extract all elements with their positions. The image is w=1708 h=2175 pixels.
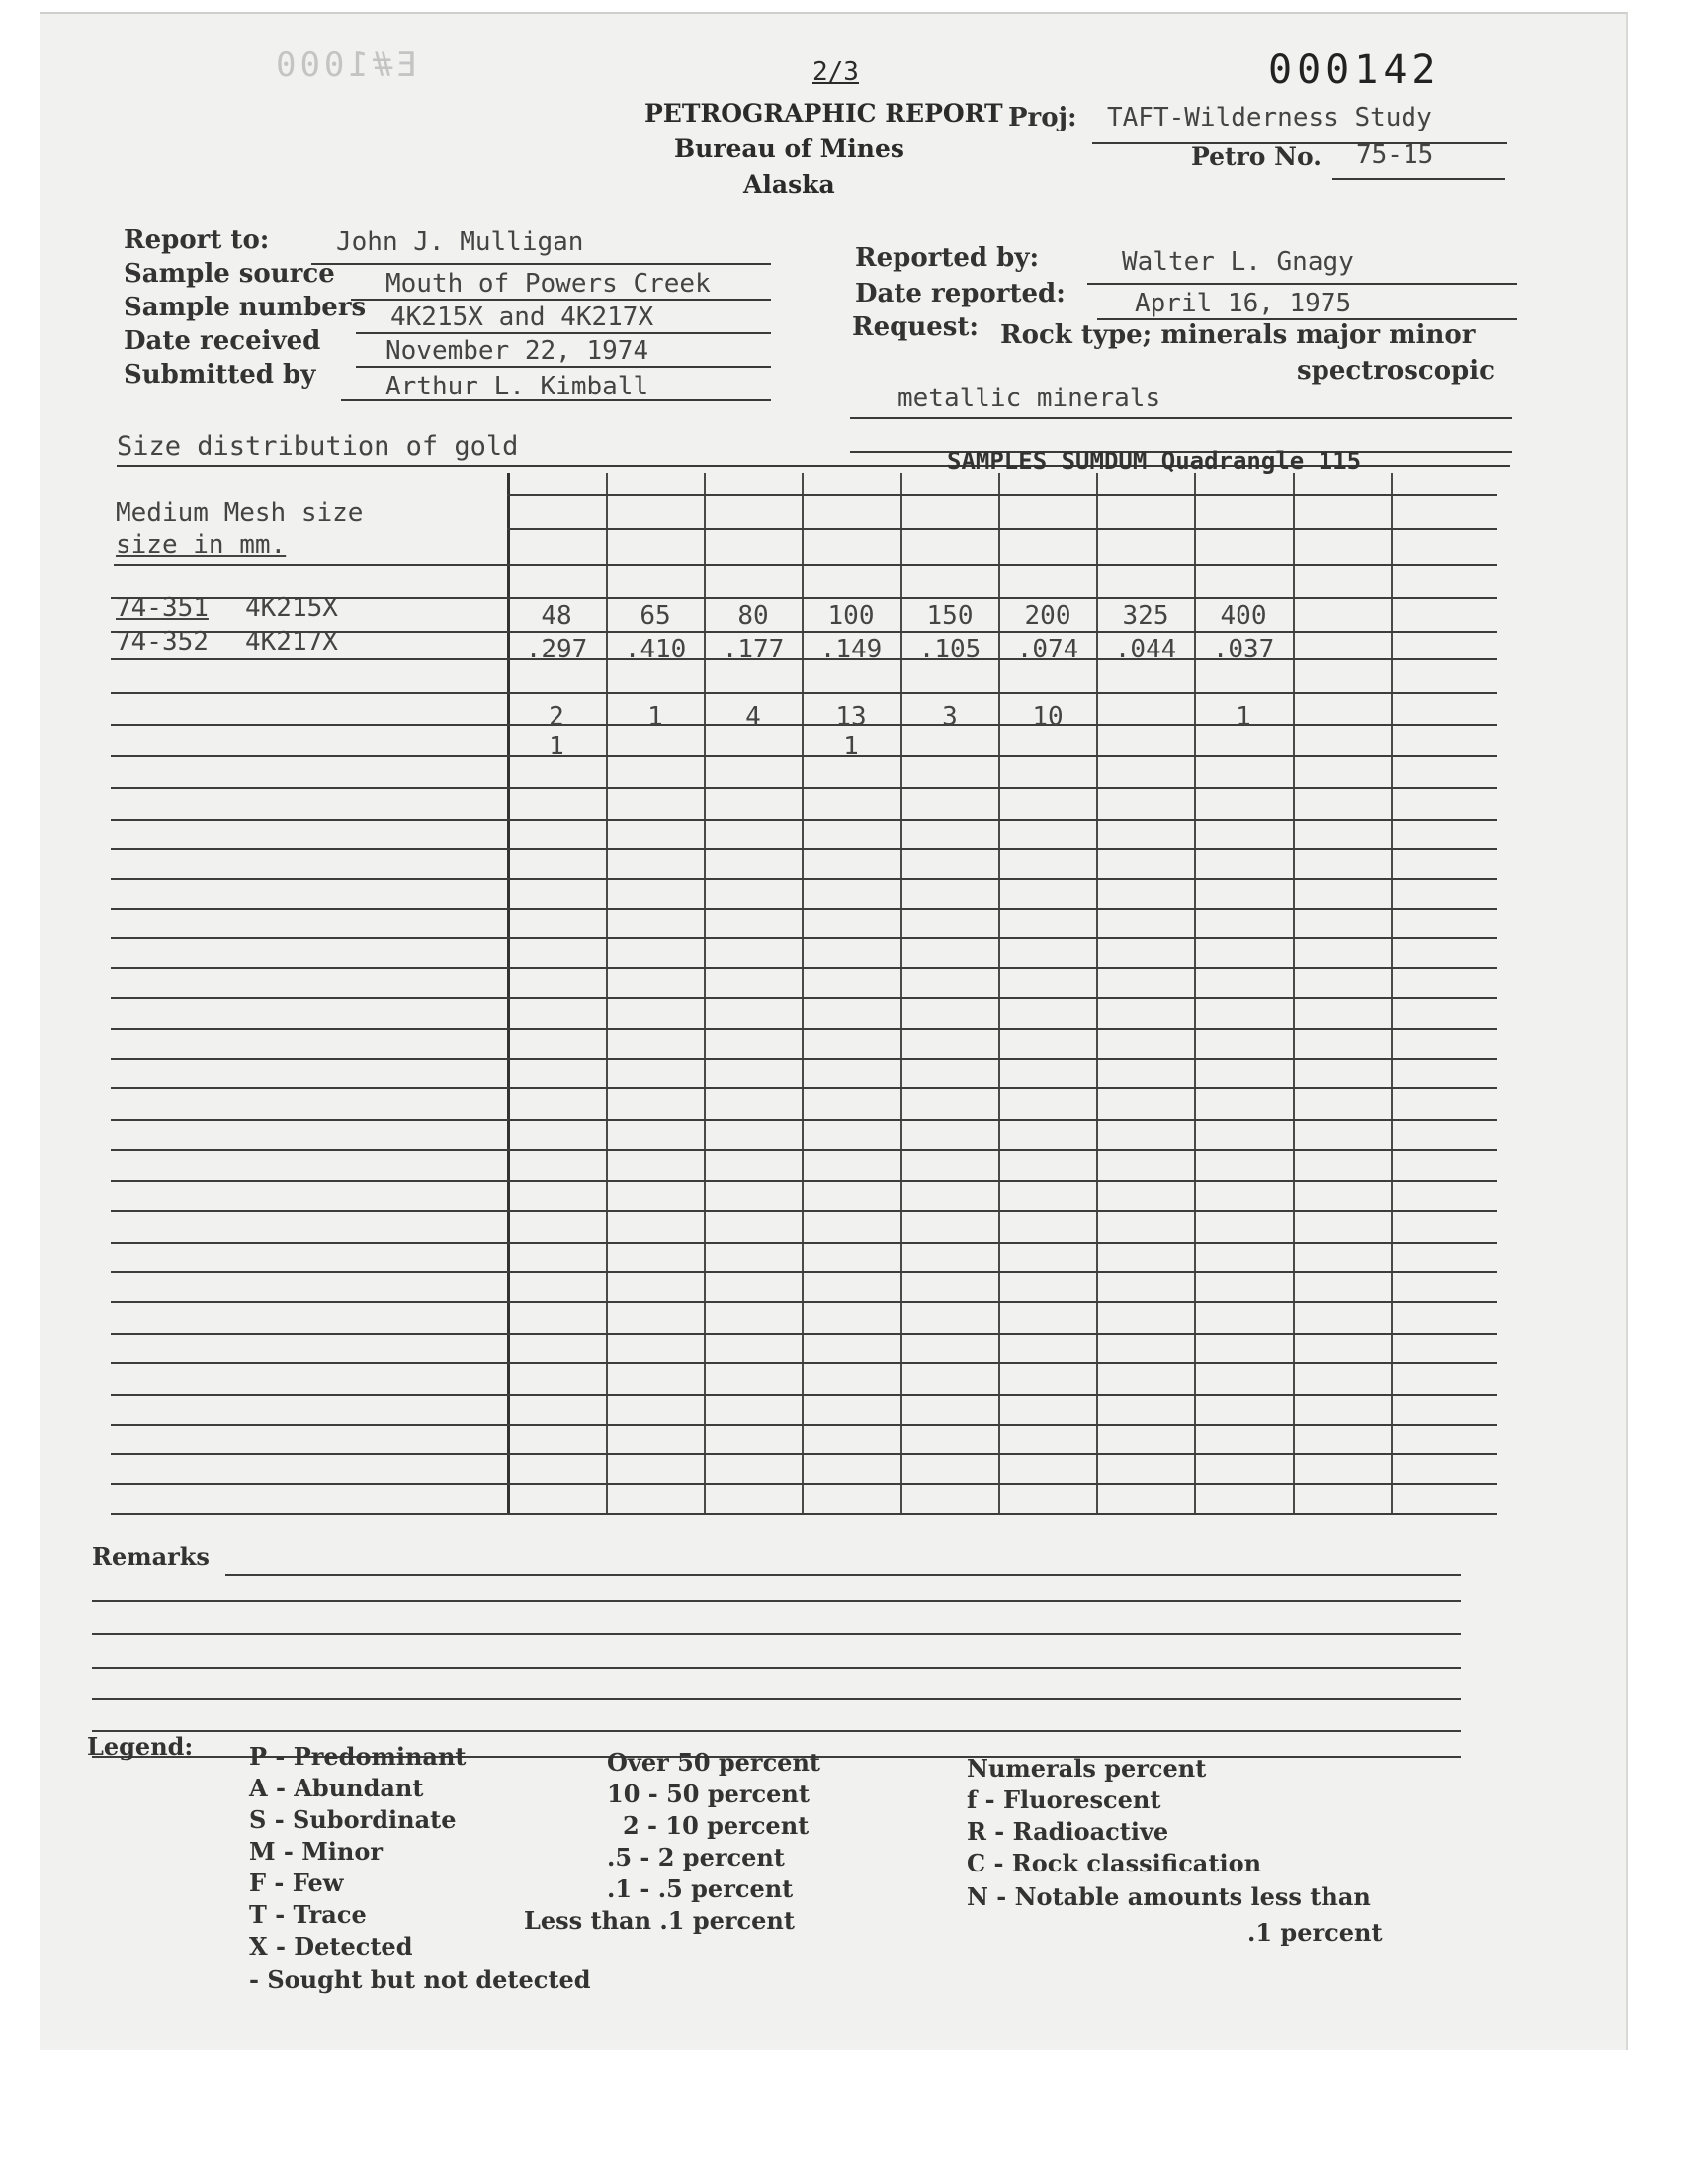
petro-label: Petro No.	[1191, 142, 1322, 171]
grid-row-line	[111, 724, 1497, 726]
legend-right-4: C - Rock classification	[967, 1849, 1262, 1877]
count-row1-cell-4: 13	[835, 702, 867, 732]
grid-column-line	[998, 473, 1000, 1513]
count-row2-cell-4: 1	[843, 732, 859, 761]
count-row1-cell-6: 10	[1032, 702, 1064, 732]
request-value: Rock type; minerals major minor	[1000, 320, 1476, 350]
grid-row-line	[111, 1453, 1497, 1455]
legend-code-p: P - Predominant	[249, 1742, 467, 1771]
mesh-size-cell-1: 48	[541, 601, 572, 631]
remarks-line-1	[225, 1574, 1461, 1576]
proj-label: Proj:	[1008, 103, 1077, 132]
request-line3: metallic minerals	[897, 384, 1161, 413]
grid-row-line	[111, 1513, 1497, 1515]
grid-row-line	[111, 1088, 1497, 1089]
count-row1-cell-8: 1	[1236, 702, 1251, 732]
grid-row-line	[111, 631, 1497, 633]
mesh-size-cell-5: 150	[926, 601, 974, 631]
legend-code-a: A - Abundant	[249, 1774, 424, 1802]
remarks-line-2	[92, 1600, 1461, 1602]
grid-column-line	[507, 473, 510, 1513]
grid-row-line	[111, 1149, 1497, 1151]
grid-column-line	[606, 473, 608, 1513]
row-header-line2: size in mm.	[116, 530, 287, 560]
remarks-line-6	[92, 1730, 1461, 1732]
date-received-value: November 22, 1974	[385, 336, 649, 366]
grid-row-line	[111, 787, 1497, 789]
legend-percent-1: Over 50 percent	[607, 1748, 820, 1777]
remarks-line-4	[92, 1667, 1461, 1669]
sample-row-1-sample: 4K215X	[245, 593, 338, 623]
grid-row-line	[111, 1362, 1497, 1364]
grid-row-line	[111, 658, 1497, 660]
mm-size-cell-8: .037	[1212, 635, 1275, 664]
request-label: Request:	[852, 312, 980, 342]
date-reported-label: Date reported:	[855, 279, 1066, 308]
grid-row-line	[111, 878, 1497, 880]
samples-note: SAMPLES SUMDUM Quadrangle 115	[947, 447, 1362, 475]
grid-row-line	[111, 967, 1497, 969]
grid-column-line	[802, 473, 804, 1513]
date-received-label: Date received	[124, 326, 321, 356]
legend-right-5: N - Notable amounts less than	[967, 1882, 1371, 1911]
remarks-line-5	[92, 1698, 1461, 1700]
grid-row-line	[111, 1301, 1497, 1303]
grid-row-line	[111, 937, 1497, 939]
mm-size-cell-4: .149	[819, 635, 883, 664]
grid-row-line	[111, 1394, 1497, 1396]
grid-column-line	[900, 473, 902, 1513]
section-title: Size distribution of gold	[117, 431, 519, 462]
count-row1-cell-1: 2	[549, 702, 564, 732]
submitted-by-underline	[341, 399, 771, 401]
mm-size-cell-6: .074	[1016, 635, 1079, 664]
legend-code-t: T - Trace	[249, 1900, 367, 1929]
grid-row-line	[111, 1210, 1497, 1212]
grid-row-line	[111, 755, 1497, 757]
legend-percent-4: .5 - 2 percent	[607, 1843, 785, 1871]
legend-percent-2: 10 - 50 percent	[607, 1780, 810, 1808]
legend-right-1: Numerals percent	[967, 1754, 1207, 1783]
legend-right-6: .1 percent	[1247, 1918, 1383, 1947]
remarks-label: Remarks	[92, 1542, 210, 1571]
grid-header-line	[507, 564, 1497, 566]
mm-size-cell-7: .044	[1114, 635, 1177, 664]
grid-column-line	[1293, 473, 1295, 1513]
mesh-size-cell-4: 100	[827, 601, 875, 631]
submitted-by-label: Submitted by	[124, 360, 316, 390]
sample-row-1-id: 74-351	[116, 593, 209, 623]
grid-column-line	[704, 473, 706, 1513]
sample-numbers-label: Sample numbers	[124, 293, 367, 322]
request-line2: spectroscopic	[1297, 356, 1494, 386]
grid-row-line	[111, 1180, 1497, 1182]
page-indicator: 2/3	[812, 57, 859, 87]
sample-numbers-value: 4K215X and 4K217X	[390, 303, 654, 332]
count-row2-cell-1: 1	[549, 732, 564, 761]
mm-size-cell-2: .410	[624, 635, 687, 664]
grid-row-line	[111, 1483, 1497, 1485]
ghost-stamp: E#1000	[272, 45, 417, 85]
legend-code-s: S - Subordinate	[249, 1805, 457, 1834]
legend-code-sought: - Sought but not detected	[249, 1965, 591, 1994]
grid-column-line	[1194, 473, 1196, 1513]
legend-right-3: R - Radioactive	[967, 1817, 1169, 1846]
mm-size-cell-3: .177	[722, 635, 785, 664]
mesh-size-cell-6: 200	[1024, 601, 1071, 631]
request-underline-1	[850, 417, 1512, 419]
mm-size-cell-1: .297	[525, 635, 588, 664]
grid-row-line	[111, 908, 1497, 910]
grid-header-line	[507, 494, 1497, 496]
grid-row-line	[111, 597, 1497, 599]
grid-row-line	[111, 692, 1497, 694]
sample-numbers-underline	[356, 332, 771, 334]
sample-row-2-sample: 4K217X	[245, 627, 338, 656]
document-number: 000142	[1268, 47, 1441, 93]
remarks-line-3	[92, 1633, 1461, 1635]
grid-row-line	[111, 997, 1497, 999]
report-to-label: Report to:	[124, 225, 270, 255]
report-title: PETROGRAPHIC REPORT	[644, 99, 1003, 128]
date-reported-value: April 16, 1975	[1135, 289, 1352, 318]
submitted-by-value: Arthur L. Kimball	[385, 372, 649, 401]
row-header-line1: Medium Mesh size	[116, 498, 364, 528]
count-row1-cell-5: 3	[942, 702, 958, 732]
grid-row-line	[111, 1242, 1497, 1244]
grid-row-line	[111, 1028, 1497, 1030]
proj-value: TAFT-Wilderness Study	[1107, 103, 1432, 132]
reported-by-underline	[1087, 283, 1517, 285]
grid-row-line	[111, 848, 1497, 850]
report-to-value: John J. Mulligan	[336, 227, 584, 257]
legend-code-f: F - Few	[249, 1869, 344, 1897]
sample-row-2-id: 74-352	[116, 627, 209, 656]
grid-row-line	[111, 1424, 1497, 1426]
sample-source-value: Mouth of Powers Creek	[385, 269, 711, 299]
legend-percent-6: Less than .1 percent	[524, 1906, 795, 1935]
petro-underline	[1332, 178, 1505, 180]
legend-percent-5: .1 - .5 percent	[607, 1874, 794, 1903]
reported-by-value: Walter L. Gnagy	[1122, 247, 1354, 277]
bureau-name: Bureau of Mines	[674, 134, 904, 163]
mesh-size-cell-7: 325	[1122, 601, 1169, 631]
region-name: Alaska	[743, 170, 835, 199]
grid-row-line	[111, 1333, 1497, 1335]
legend-code-m: M - Minor	[249, 1837, 384, 1866]
reported-by-label: Reported by:	[855, 243, 1040, 273]
date-received-underline	[356, 366, 771, 368]
sample-source-underline	[351, 299, 771, 301]
grid-row-line	[111, 1271, 1497, 1273]
grid-row-line	[111, 1058, 1497, 1060]
count-row1-cell-2: 1	[647, 702, 663, 732]
mesh-size-cell-3: 80	[737, 601, 769, 631]
legend-right-2: f - Fluorescent	[967, 1785, 1161, 1814]
grid-column-line	[1096, 473, 1098, 1513]
mesh-size-cell-2: 65	[640, 601, 671, 631]
count-row1-cell-3: 4	[745, 702, 761, 732]
grid-header-line	[507, 528, 1497, 530]
legend-title: Legend:	[87, 1732, 194, 1761]
grid-row-line	[111, 819, 1497, 821]
petro-value: 75-15	[1356, 140, 1434, 170]
grid-header-line	[114, 564, 509, 566]
grid-row-line	[111, 1119, 1497, 1121]
legend-percent-3: 2 - 10 percent	[623, 1811, 810, 1840]
legend-code-x: X - Detected	[249, 1932, 413, 1960]
grid-column-line	[1391, 473, 1393, 1513]
mesh-size-cell-8: 400	[1220, 601, 1267, 631]
mm-size-cell-5: .105	[918, 635, 982, 664]
report-to-underline	[311, 263, 771, 265]
sample-source-label: Sample source	[124, 259, 335, 289]
